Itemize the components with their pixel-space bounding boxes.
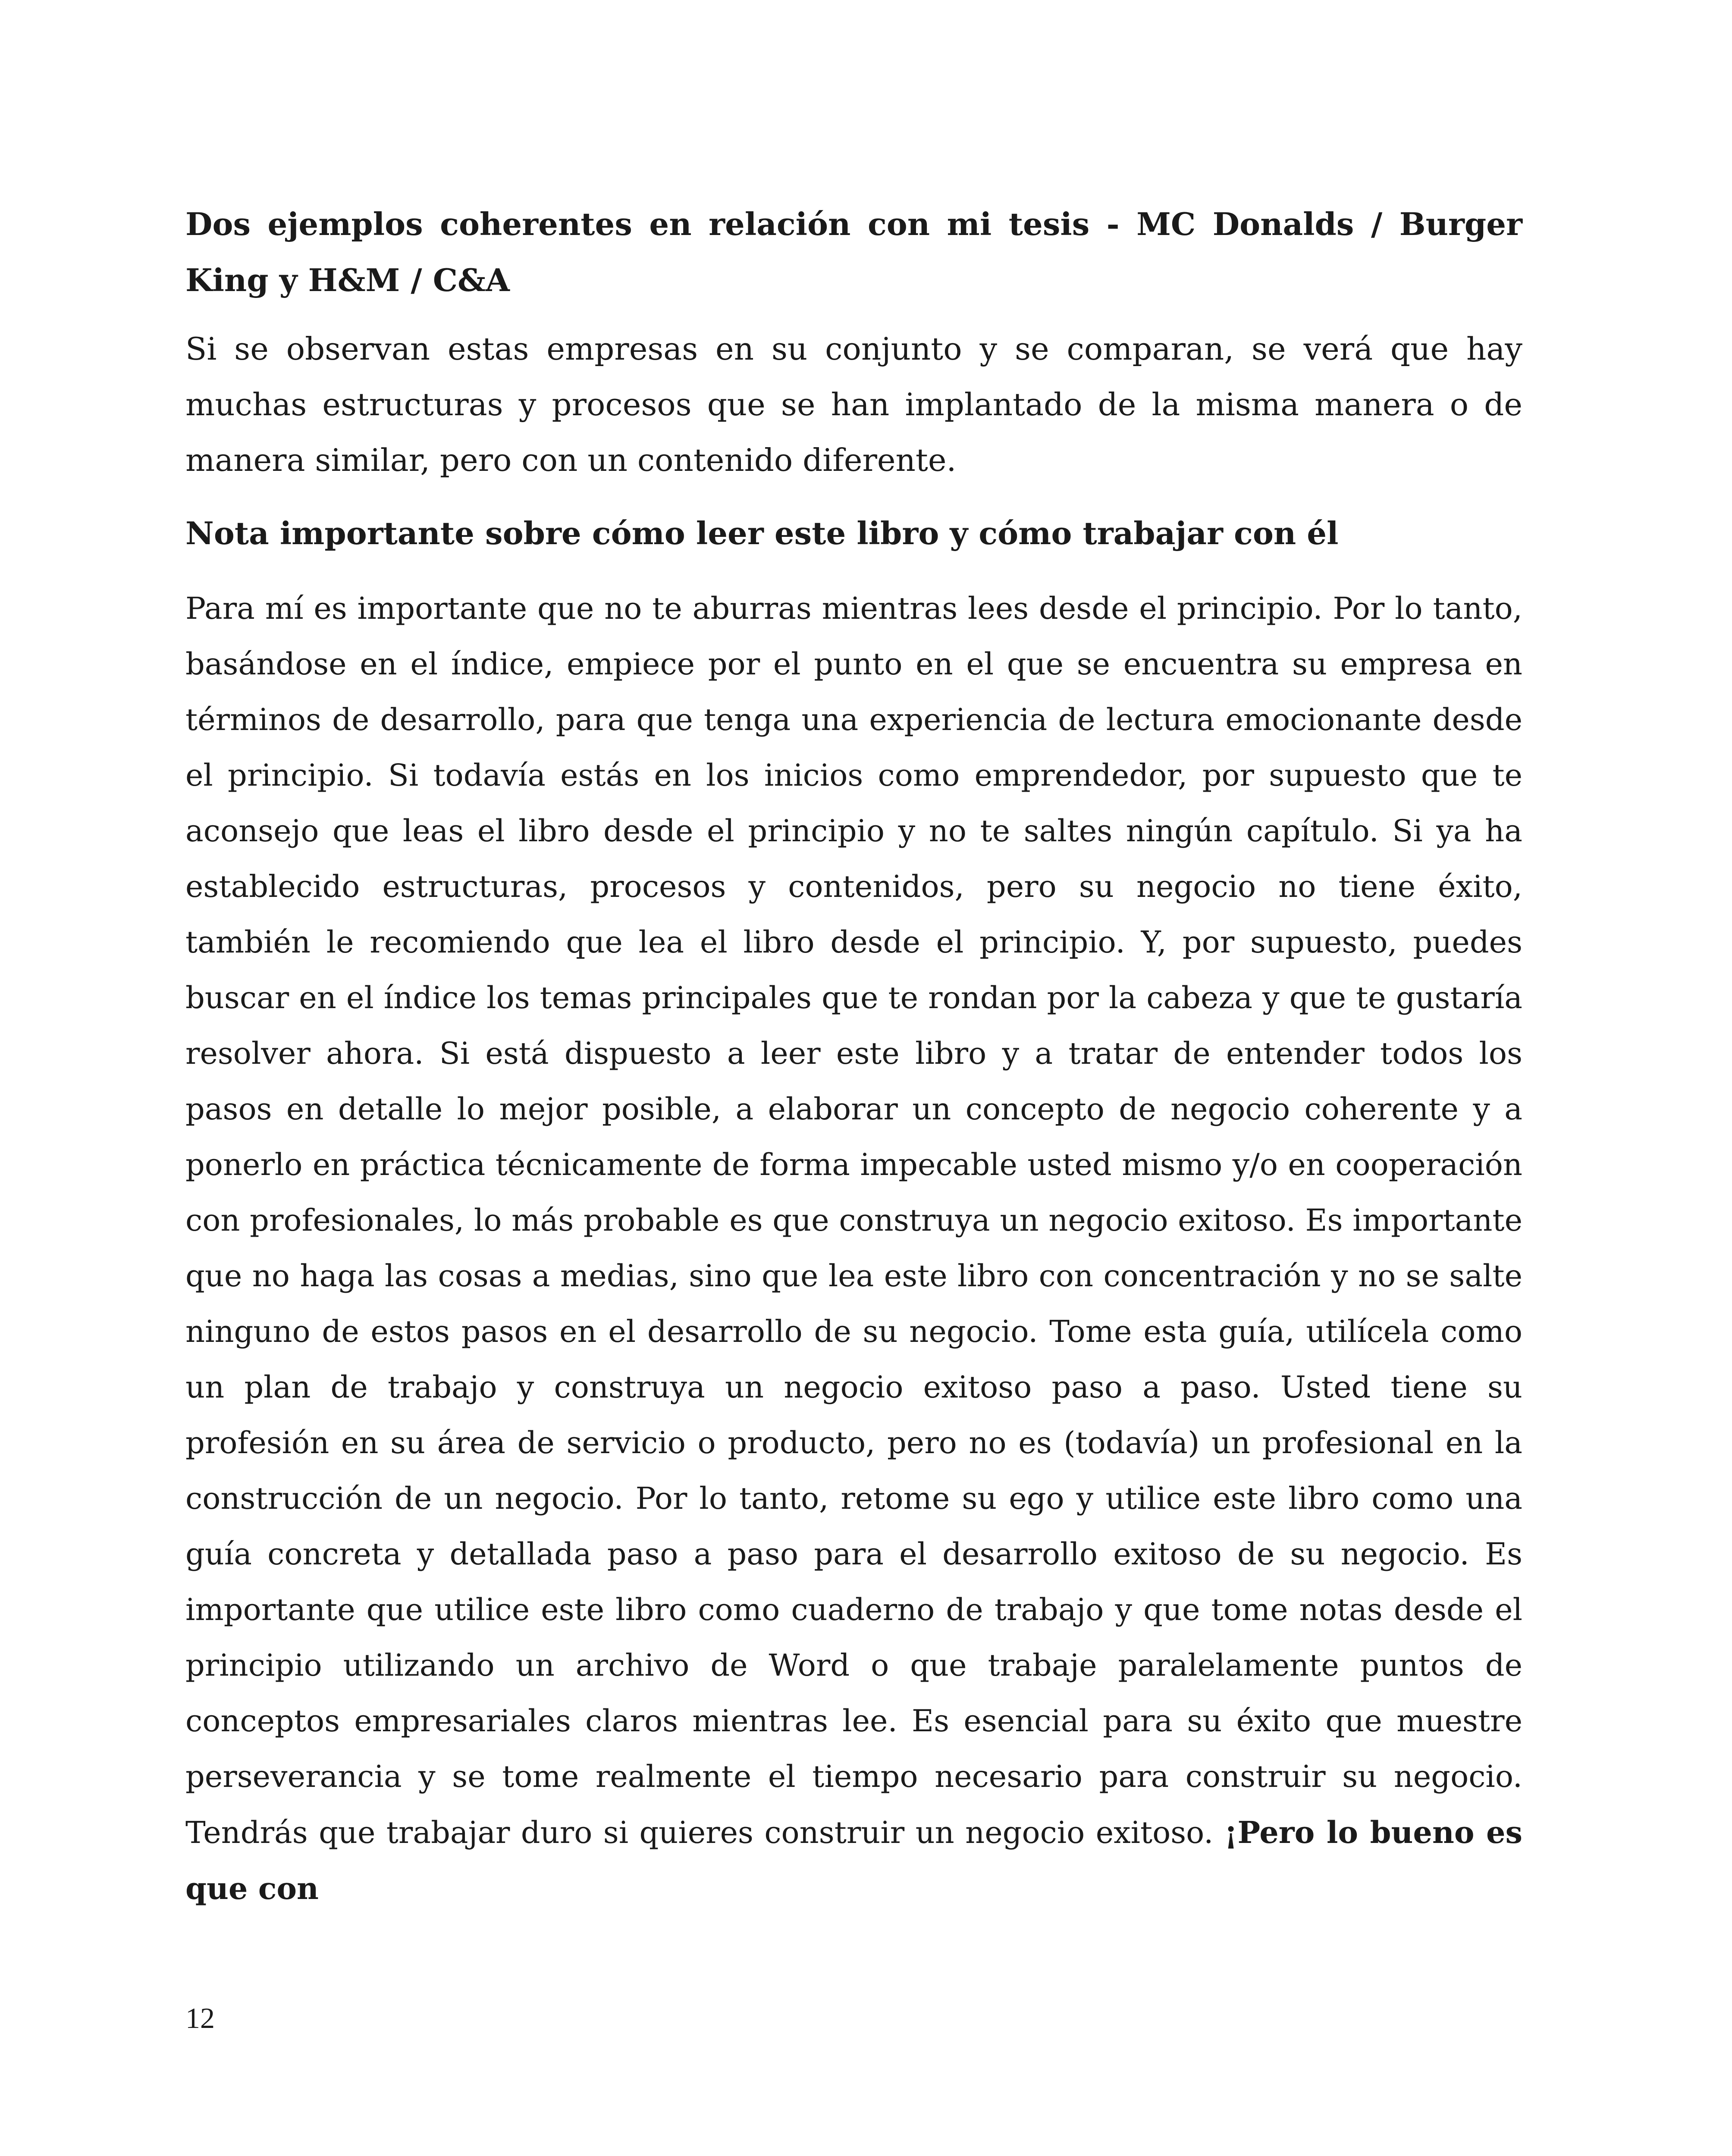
section-heading-examples: Dos ejemplos coherentes en relación con mi tesis - MC Donalds / Burger King y H&M / C&A: [185, 206, 1522, 298]
page-content: [185, 196, 1522, 1917]
page-number: 12: [185, 2002, 215, 2034]
paragraph-bold-continuation: ¡Pero lo bueno es que con: [185, 1814, 1522, 1906]
section-heading-reading-note: Nota importante sobre cómo leer este libro y cómo trabajar con él: [185, 515, 1339, 552]
paragraph-reading-guide: [185, 581, 1522, 1917]
paragraph-reading-guide-text: Para mí es importante que no te aburras mientras lees desde el principio. Por lo tanto, basándose en el índice, empiece por el punto en el que se encuentra su empresa en términos de desarrollo, para que tenga una experiencia de lectura emocionante desde el principio. Si todavía estás en los inicios como emprendedor, por supuesto que te aconsejo que leas el libro desde el principio y no te saltes ningún capítulo. Si ya ha establecido estructuras, procesos y contenidos, pero su negocio no tiene éxito, también le recomiendo que lea el libro desde el principio. Y, por supuesto, puedes buscar en el índice los temas principales que te rondan por la cabeza y que te gustaría resolver ahora. Si está dispuesto a leer este libro y a tratar de entender todos los pasos en detalle lo mejor posible, a elaborar un concepto de negocio coherente y a ponerlo en práctica técnicamente de forma impecable usted mismo y/o en cooperación con profesionales, lo más probable es que construya un negocio exitoso. Es importante que no haga las cosas a medias, sino que lea este libro con concentración y no se salte ninguno de estos pasos en el desarrollo de su negocio. Tome esta guía, utilícela como un plan de trabajo y construya un negocio exitoso paso a paso. Usted tiene su profesión en su área de servicio o producto, pero no es (todavía) un profesional en la construcción de un negocio. Por lo tanto, retome su ego y utilice este libro como una guía concreta y detallada paso a paso para el desarrollo exitoso de su negocio. Es importante que utilice este libro como cuaderno de trabajo y que tome notas desde el principio utilizando un archivo de Word o que trabaje paralelamente puntos de conceptos empresariales claros mientras lee. Es esencial para su éxito que muestre perseverancia y se tome realmente el tiempo necesario para construir su negocio. Tendrás que trabajar duro si quieres construir un negocio exitoso.: [185, 591, 1522, 1850]
paragraph-comparison: Si se observan estas empresas en su conjunto y se comparan, se verá que hay muchas estructuras y procesos que se han implantado de la misma manera o de manera similar, pero con un contenido diferente.: [185, 331, 1522, 478]
